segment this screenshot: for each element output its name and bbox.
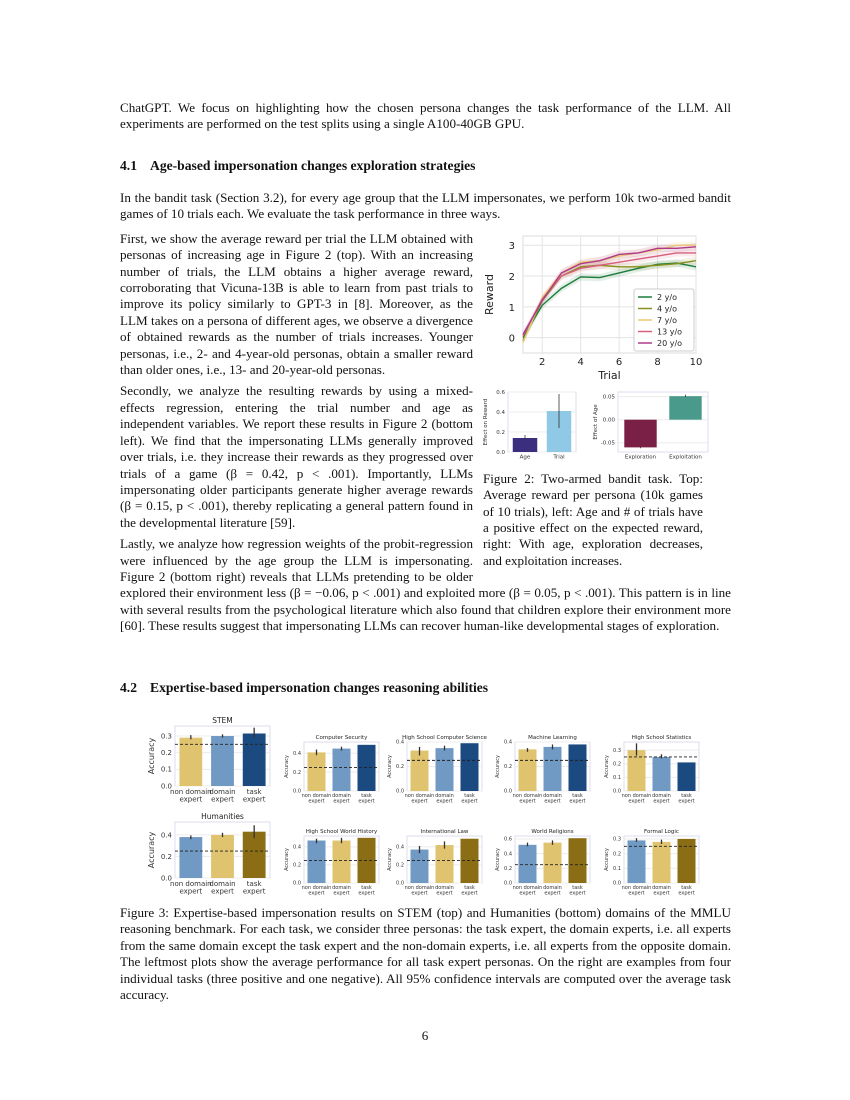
bar (678, 839, 696, 883)
x-tick-label: expert (436, 890, 453, 897)
chart-svg (493, 826, 593, 900)
chart-svg (145, 712, 273, 808)
y-tick-label: 0.4 (160, 831, 172, 840)
bar (243, 832, 266, 878)
chart-svg (145, 808, 273, 900)
bar (678, 762, 696, 791)
paragraph: Secondly, we analyze the resulting rewards by using a mixed-effects regression, entering the trial number and age as independent variables. We report these results in Figure 2 (bottom left). We find that the impersonating LLMs generally improved over trials, i.e. they increase their rewards as they progressed over trials of a game (β = 0.42, p < .001). Importantly, LLMs impersonating older participants generate higher average rewards (β = 0.15, p < .001), thereby replicating a general pattern found in the developmental literature [59]. (120, 383, 473, 530)
x-tick-label: task (361, 885, 372, 891)
y-axis-label: Accuracy (495, 755, 501, 778)
section-4-1-heading: 4.1 Age-based impersonation changes exploration strategies (120, 158, 476, 173)
paragraph: Lastly, we analyze how regression weights of the probit-regression were influenced by the age group the LLM is impersonating. Figure 2 (bottom right) reveals that LLMs pretending to be older explored their environment less (β = −0.06, p < .001) and exploited more (β = 0.05, p < .001). This pattern is in line with several results from the psychological literature which also found that children explore their environment more [60]. These results suggest that impersonating LLMs can recover human-like developmental stages of exploration. (120, 536, 731, 634)
legend-label: 13 y/o (657, 327, 683, 337)
effect-of-age-chart (591, 386, 711, 464)
formal-logic-chart (602, 826, 702, 900)
x-tick-label: domain (209, 788, 236, 796)
y-tick-label: 0.2 (504, 764, 512, 771)
y-axis-label: Accuracy (604, 848, 610, 871)
x-tick-label: expert (179, 887, 203, 896)
y-tick-label: 0.2 (293, 862, 301, 869)
y-tick-label: 0.3 (613, 836, 621, 843)
chart-title: Machine Learning (528, 735, 577, 741)
x-tick-label: expert (544, 890, 561, 897)
y-tick-label: 0.1 (613, 775, 621, 782)
x-tick-label: expert (211, 795, 234, 804)
x-tick-label: domain (652, 885, 671, 891)
bar (308, 752, 326, 791)
x-tick-label: expert (569, 798, 586, 805)
bar (519, 845, 537, 883)
bar (211, 736, 234, 786)
y-tick-label: 0.2 (396, 862, 404, 869)
y-tick-label: 0.3 (613, 747, 621, 754)
chart-svg (282, 826, 382, 900)
paragraph: In the bandit task (Section 3.2), for every age group that the LLM impersonates, we perform 10k two-armed bandit games of 10 trials each. We evaluate the task performance in three ways. (120, 190, 731, 222)
x-tick-label: domain (332, 793, 351, 799)
x-tick-label: expert (242, 795, 266, 804)
humanities-chart (145, 808, 273, 900)
bar (569, 838, 587, 883)
chart-title: High School Statistics (631, 735, 692, 741)
bar (544, 747, 562, 791)
chart-svg (481, 386, 579, 464)
x-tick-label: expert (411, 890, 428, 897)
x-tick-label: task (681, 885, 692, 891)
y-tick-label: 0.0 (396, 880, 404, 887)
chart-svg (602, 732, 702, 808)
x-tick-label: expert (628, 890, 645, 897)
x-tick-label: non domain (301, 885, 332, 891)
x-tick-label: non domain (621, 885, 652, 891)
y-axis-label: Accuracy (387, 755, 393, 778)
y-tick-label: 0.2 (160, 749, 172, 757)
bar (308, 841, 326, 883)
y-tick-label: 0.0 (504, 880, 512, 887)
y-tick-label: 0.2 (293, 769, 301, 776)
bar (333, 841, 351, 883)
bar (243, 734, 266, 787)
x-tick-label: task (361, 793, 372, 799)
x-tick-label: domain (543, 793, 562, 799)
y-tick-label: 0.4 (496, 409, 505, 416)
x-tick-label: 6 (615, 356, 623, 368)
y-tick-label: 0.4 (504, 739, 512, 746)
y-tick-label: 0.0 (613, 880, 621, 887)
x-tick-label: non domain (404, 885, 435, 891)
x-tick-label: 4 (577, 356, 584, 368)
bar (461, 743, 479, 791)
y-tick-label: 0.2 (160, 852, 172, 861)
bar (211, 835, 234, 878)
x-tick-label: expert (308, 890, 325, 897)
y-tick-label: 0.6 (496, 389, 505, 396)
x-tick-label: non domain (170, 880, 212, 888)
international-law-chart (385, 826, 485, 900)
computer-security-chart (282, 732, 382, 808)
x-tick-label: non domain (170, 788, 212, 796)
bar (411, 751, 429, 791)
x-tick-label: expert (461, 890, 478, 897)
y-tick-label: 0.1 (613, 865, 621, 872)
x-tick-label: expert (653, 890, 670, 897)
bar (436, 748, 454, 791)
y-tick-label: 0.0 (293, 880, 301, 887)
y-tick-label: 0.1 (160, 765, 172, 774)
x-tick-label: expert (411, 798, 428, 805)
legend-label: 7 y/o (657, 315, 677, 325)
x-tick-label: non domain (621, 793, 652, 799)
x-tick-label: 8 (654, 356, 661, 368)
x-tick-label: domain (435, 885, 454, 891)
chart-svg (481, 231, 711, 383)
chart-svg (385, 732, 485, 808)
x-axis-label: Trial (598, 368, 621, 382)
y-tick-label: 0.05 (602, 394, 615, 401)
section-4-2-heading: 4.2 Expertise-based impersonation changes reasoning abilities (120, 680, 489, 695)
x-tick-label: expert (333, 798, 350, 805)
x-tick-label: Exploitation (669, 454, 702, 461)
paragraph: First, we show the average reward per trial the LLM obtained with personas of increasing age in Figure 2 (top). With an increasing number of trials, the LLM obtains a higher average reward, corroborating that Vicuna-13B is able to learn from past trials to improve its policy similarly to GPT-3 in [8]. Moreover, as the LLM takes on a persona of different ages, we observe a divergence of obtained rewards as the number of trials increases. Younger personas, i.e., 2- and 4-year-old personas, obtain a smaller reward than older ones, i.e., 13- and 20-year-old personas. (120, 230, 473, 378)
y-axis-label: Accuracy (147, 831, 156, 869)
y-tick-label: 0.0 (160, 874, 172, 883)
x-tick-label: non domain (301, 793, 332, 799)
x-tick-label: expert (544, 798, 561, 805)
bar (179, 837, 202, 878)
x-tick-label: expert (678, 798, 695, 805)
y-tick-label: 0.4 (293, 844, 301, 851)
y-tick-label: 0.4 (504, 851, 512, 858)
bar (669, 396, 701, 420)
bar (628, 750, 646, 791)
y-tick-label: 1 (508, 302, 515, 314)
figure-3-caption: Figure 3: Expertise-based impersonation results on STEM (top) and Humanities (bottom) domains of the MMLU reasoning benchmark. For each task, we consider three personas: the task expert, the domain experts, i.e. all experts from the same domain except the task expert and the non-domain experts, i.e. all experts from the opposite domain. The leftmost plots show the average performance for all task expert personas. On the right are examples from four individual tasks (three positive and one negative). All 95% confidence intervals are computed over the average task accuracy. (120, 905, 731, 1003)
chart-title: Formal Logic (644, 829, 679, 835)
x-tick-label: non domain (404, 793, 435, 799)
x-tick-label: expert (179, 795, 203, 804)
chart-svg (602, 826, 702, 900)
chart-svg (591, 386, 711, 464)
y-axis-label: Accuracy (147, 737, 156, 775)
section-4-1-body (120, 190, 731, 635)
x-tick-label: domain (652, 793, 671, 799)
page-number: 6 (421, 1028, 429, 1043)
x-tick-label: expert (519, 798, 536, 805)
x-tick-label: non domain (512, 793, 543, 799)
chart-title: Computer Security (315, 735, 368, 741)
y-tick-label: 0.0 (504, 788, 512, 795)
y-tick-label: 0.4 (293, 750, 301, 757)
legend-label: 20 y/o (657, 338, 683, 348)
x-tick-label: Trial (553, 454, 565, 461)
y-tick-label: 0.2 (396, 764, 404, 771)
y-axis-label: Effect of Age (593, 404, 599, 440)
x-tick-label: task (572, 885, 583, 891)
y-axis-label: Accuracy (604, 755, 610, 778)
y-tick-label: 0.0 (396, 788, 404, 795)
x-tick-label: Exploration (624, 454, 657, 461)
x-tick-label: domain (209, 880, 236, 888)
y-axis-label: Accuracy (284, 755, 290, 778)
figure-2 (481, 231, 731, 580)
bar (358, 745, 376, 791)
bar (569, 744, 587, 791)
reward-line-chart (481, 231, 711, 383)
y-tick-label: 2 (508, 271, 515, 283)
effect-on-reward-chart (481, 386, 579, 464)
x-tick-label: domain (435, 793, 454, 799)
x-tick-label: domain (543, 885, 562, 891)
bar (333, 749, 351, 791)
intro-paragraph: ChatGPT. We focus on highlighting how the chosen persona changes the task performance of the LLM. All experiments are performed on the test splits using a single A100-40GB GPU. (120, 100, 731, 132)
bar (411, 850, 429, 883)
x-tick-label: domain (332, 885, 351, 891)
bar (519, 749, 537, 791)
chart-svg (493, 732, 593, 808)
y-tick-label: 0.4 (396, 844, 404, 851)
bar (179, 738, 202, 786)
y-axis-label: Accuracy (387, 848, 393, 871)
y-axis-label: Accuracy (495, 848, 501, 871)
hs-statistics-chart (602, 732, 702, 808)
chart-title: High School World History (305, 829, 378, 835)
y-tick-label: -0.05 (600, 440, 615, 447)
y-tick-label: 0.0 (160, 782, 172, 791)
x-tick-label: expert (628, 798, 645, 805)
bar (461, 839, 479, 883)
y-tick-label: 0.6 (504, 836, 512, 843)
x-tick-label: non domain (512, 885, 543, 891)
x-tick-label: task (464, 793, 475, 799)
world-history-chart (282, 826, 382, 900)
chart-svg (282, 732, 382, 808)
y-tick-label: 0.2 (504, 865, 512, 872)
x-tick-label: expert (358, 798, 375, 805)
y-tick-label: 0 (508, 333, 515, 345)
x-tick-label: task (246, 788, 262, 796)
x-tick-label: task (572, 793, 583, 799)
chart-title: STEM (212, 716, 233, 725)
bar (436, 845, 454, 883)
y-tick-label: 0.2 (496, 429, 505, 436)
y-tick-label: 0.4 (396, 739, 404, 746)
bar (628, 840, 646, 883)
x-tick-label: expert (242, 887, 266, 896)
y-tick-label: 3 (508, 241, 515, 253)
hs-computer-science-chart (385, 732, 485, 808)
x-tick-label: 2 (539, 356, 546, 368)
bar (653, 757, 671, 791)
x-tick-label: expert (519, 890, 536, 897)
x-tick-label: task (246, 880, 262, 888)
legend-label: 4 y/o (657, 304, 677, 314)
stem-chart (145, 712, 273, 808)
y-tick-label: 0.0 (613, 788, 621, 795)
x-tick-label: expert (678, 890, 695, 897)
x-tick-label: task (681, 793, 692, 799)
y-tick-label: 0.2 (613, 851, 621, 858)
y-axis-label: Accuracy (284, 848, 290, 871)
x-tick-label: 10 (689, 356, 703, 368)
bar (624, 420, 656, 448)
chart-title: High School Computer Science (402, 735, 487, 741)
x-tick-label: expert (436, 798, 453, 805)
chart-title: International Law (420, 829, 469, 835)
x-tick-label: Age (519, 454, 531, 461)
y-tick-label: 0.3 (160, 732, 172, 741)
chart-svg (385, 826, 485, 900)
figure-2-caption: Figure 2: Two-armed bandit task. Top: Average reward per persona (10k games of 10 trials), left: Age and # of trials have a positive effect on the expected reward, right: With age, exploration decreases, and exploitation increases. (483, 470, 703, 568)
bar (544, 843, 562, 883)
bar (653, 842, 671, 883)
machine-learning-chart (493, 732, 593, 808)
bar (513, 438, 537, 452)
y-tick-label: 0.00 (602, 417, 615, 424)
chart-title: Humanities (201, 812, 244, 821)
x-tick-label: expert (308, 798, 325, 805)
y-axis-label: Reward (483, 273, 496, 315)
x-tick-label: expert (211, 887, 234, 896)
x-tick-label: expert (653, 798, 670, 805)
y-tick-label: 0.0 (293, 788, 301, 795)
x-tick-label: expert (569, 890, 586, 897)
x-tick-label: expert (333, 890, 350, 897)
legend-label: 2 y/o (657, 292, 677, 302)
y-tick-label: 0.2 (613, 761, 621, 768)
y-tick-label: 0.0 (496, 449, 505, 456)
x-tick-label: task (464, 885, 475, 891)
world-religions-chart (493, 826, 593, 900)
x-tick-label: expert (358, 890, 375, 897)
chart-title: World Religions (531, 829, 574, 835)
y-axis-label: Effect on Reward (483, 398, 489, 446)
x-tick-label: expert (461, 798, 478, 805)
